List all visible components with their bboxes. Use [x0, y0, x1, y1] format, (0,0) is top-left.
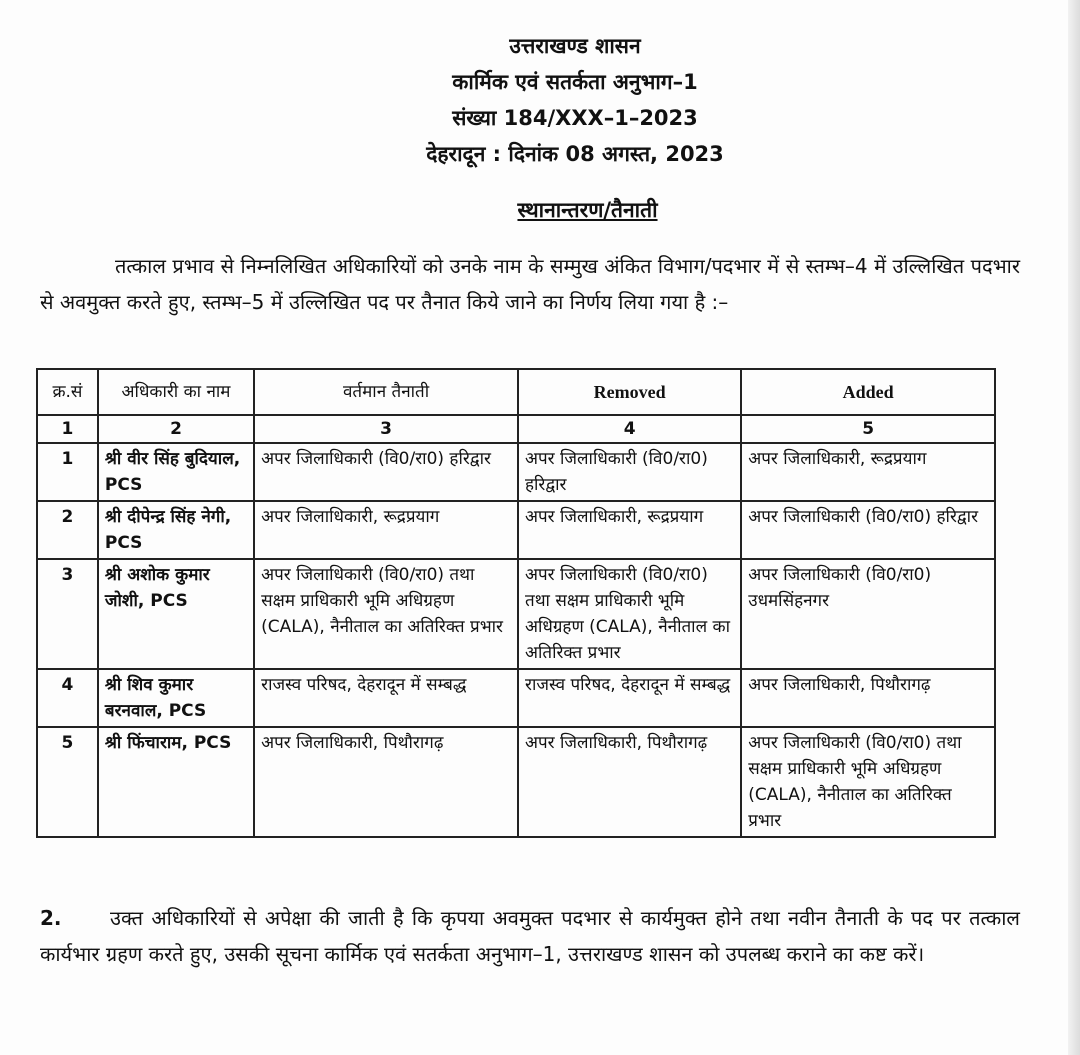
serial-cell: 4	[37, 669, 98, 727]
removed-cell: अपर जिलाधिकारी, पिथौरागढ़	[518, 727, 741, 837]
officer-name-cell: श्री फिंचाराम, PCS	[98, 727, 254, 837]
column-index: 3	[254, 415, 518, 443]
serial-cell: 1	[37, 443, 98, 501]
subject-text: स्थानान्तरण/तैनाती	[517, 198, 658, 222]
table-row	[37, 559, 995, 669]
officer-name-cell: श्री दीपेन्द्र सिंह नेगी, PCS	[98, 501, 254, 559]
officer-name-cell: श्री अशोक कुमार जोशी, PCS	[98, 559, 254, 669]
page-edge-shadow	[1068, 0, 1080, 1055]
current-posting-cell: अपर जिलाधिकारी, पिथौरागढ़	[254, 727, 518, 837]
current-posting-cell: राजस्व परिषद, देहरादून में सम्बद्ध	[254, 669, 518, 727]
paragraph-number: 2.	[40, 906, 62, 930]
officer-name-cell: श्री शिव कुमार बरनवाल, PCS	[98, 669, 254, 727]
header-date: देहरादून : दिनांक 08 अगस्त, 2023	[426, 142, 724, 166]
table-row	[37, 501, 995, 559]
transfer-table	[36, 368, 996, 838]
serial-cell: 3	[37, 559, 98, 669]
added-cell: अपर जिलाधिकारी (वि0/रा0) तथा सक्षम प्राधिकारी भूमि अधिग्रहण (CALA), नैनीताल का अतिरिक्त प्रभार	[741, 727, 995, 837]
header-removed: Removed	[518, 369, 741, 415]
added-cell: अपर जिलाधिकारी (वि0/रा0) हरिद्वार	[741, 501, 995, 559]
column-index: 5	[741, 415, 995, 443]
removed-cell: अपर जिलाधिकारी (वि0/रा0) हरिद्वार	[518, 443, 741, 501]
added-cell: अपर जिलाधिकारी, पिथौरागढ़	[741, 669, 995, 727]
closing-paragraph	[40, 900, 1020, 972]
current-posting-cell: अपर जिलाधिकारी (वि0/रा0) हरिद्वार	[254, 443, 518, 501]
header-government: उत्तराखण्ड शासन	[509, 34, 641, 58]
removed-cell: राजस्व परिषद, देहरादून में सम्बद्ध	[518, 669, 741, 727]
header-officer-name: अधिकारी का नाम	[98, 369, 254, 415]
removed-cell: अपर जिलाधिकारी (वि0/रा0) तथा सक्षम प्राधिकारी भूमि अधिग्रहण (CALA), नैनीताल का अतिरिक्त प्रभार	[518, 559, 741, 669]
intro-paragraph: तत्काल प्रभाव से निम्नलिखित अधिकारियों को उनके नाम के सम्मुख अंकित विभाग/पदभार में से स्तम्भ–4 में उल्लिखित पदभार से अवमुक्त करते हुए, स्तम्भ–5 में उल्लिखित पद पर तैनात किये जाने का निर्णय लिया गया है :–	[40, 254, 1020, 314]
serial-cell: 2	[37, 501, 98, 559]
added-cell: अपर जिलाधिकारी (वि0/रा0) उधमसिंहनगर	[741, 559, 995, 669]
officer-name-cell: श्री वीर सिंह बुदियाल, PCS	[98, 443, 254, 501]
current-posting-cell: अपर जिलाधिकारी, रूद्रप्रयाग	[254, 501, 518, 559]
column-index: 4	[518, 415, 741, 443]
document-header	[0, 28, 1080, 172]
table-row	[37, 669, 995, 727]
serial-cell: 5	[37, 727, 98, 837]
header-current-posting: वर्तमान तैनाती	[254, 369, 518, 415]
header-department: कार्मिक एवं सतर्कता अनुभाग–1	[452, 70, 698, 94]
column-index: 1	[37, 415, 98, 443]
current-posting-cell: अपर जिलाधिकारी (वि0/रा0) तथा सक्षम प्राधिकारी भूमि अधिग्रहण (CALA), नैनीताल का अतिरिक्त प्रभार	[254, 559, 518, 669]
table-row	[37, 727, 995, 837]
closing-paragraph-text: उक्त अधिकारियों से अपेक्षा की जाती है कि कृपया अवमुक्त पदभार से कार्यमुक्त होने तथा नवीन तैनाती के पद पर तत्काल कार्यभार ग्रहण करते हुए, उसकी सूचना कार्मिक एवं सतर्कता अनुभाग–1, उत्तराखण्ड शासन को उपलब्ध कराने का कष्ट करें।	[40, 906, 1020, 966]
header-added: Added	[741, 369, 995, 415]
column-index-row	[37, 415, 995, 443]
table-row	[37, 443, 995, 501]
added-cell: अपर जिलाधिकारी, रूद्रप्रयाग	[741, 443, 995, 501]
header-reference-number: संख्या 184/XXX–1–2023	[452, 106, 698, 130]
removed-cell: अपर जिलाधिकारी, रूद्रप्रयाग	[518, 501, 741, 559]
header-serial: क्र.सं	[37, 369, 98, 415]
table-header-row	[37, 369, 995, 415]
subject-line	[0, 196, 1080, 224]
column-index: 2	[98, 415, 254, 443]
